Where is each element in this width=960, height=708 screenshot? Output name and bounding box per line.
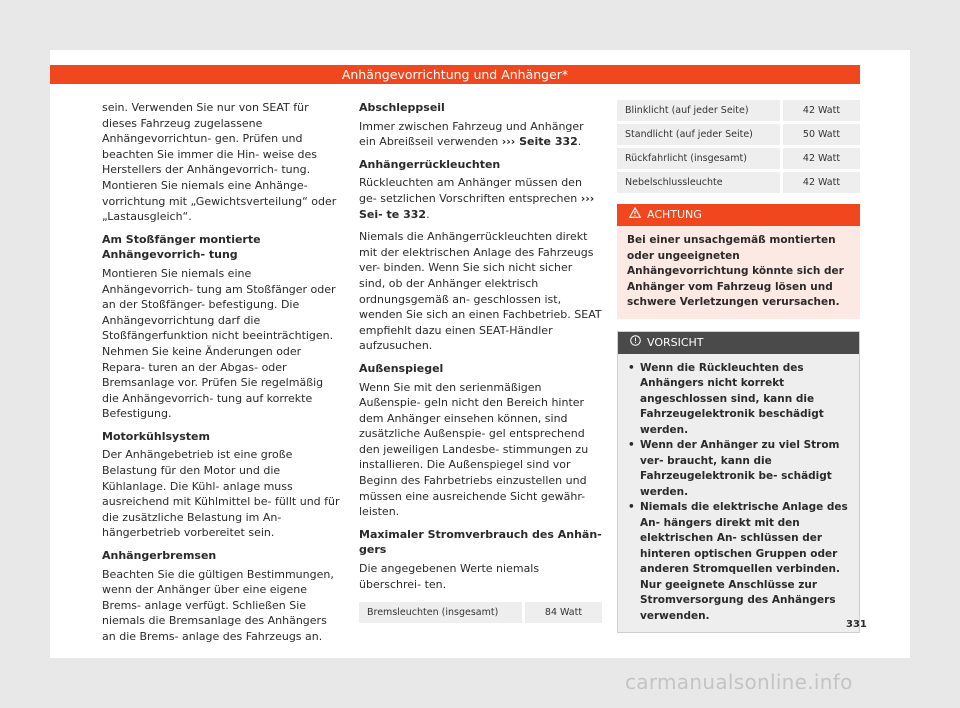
table-cell-value: 42 Watt [780,100,860,121]
column-middle [359,100,602,626]
caution-box [617,331,867,634]
page-header: Anhängevorrichtung und Anhänger* [50,65,860,84]
paragraph: Wenn Sie mit den serienmäßigen Außenspie- geln nicht den Bereich hinter dem Anhänger einsehen können, sind zusätzliche Außenspie- gel entsprechend den jeweiligen Landesbe- stimmungen zu installieren. Die Außenspiegel sind vor Beginn des Fahrbetriebs einzustellen und müssen eine ausreichende Sicht gewähr- leisten. [359,380,589,519]
info-circle-icon [630,332,641,354]
section-heading: Anhängerbremsen [102,549,217,563]
table-row [617,148,860,169]
section-heading: Abschleppseil [359,101,445,114]
paragraph-end: . [577,135,582,149]
paragraph: Niemals die Anhängerrückleuchten direkt mit der elektrischen Anlage des Fahrzeugs ver- binden. Wenn Sie sich nicht sicher sind, ob der Anhänger elektrisch ordnungsgemäß an- geschlossen ist, wenden Sie sich an einen Fachbetrieb. SEAT empfiehlt dazu einen SEAT-Händler aufzusuchen. [359,230,602,353]
caution-item: • Wenn die Rückleuchten des Anhängers nicht korrekt angeschlossen sind, kann die Fahrzeugelektronik beschädigt werden. [628,361,849,439]
page-reference-link[interactable]: ››› Seite 332 [501,135,578,149]
table-row [359,602,602,623]
table-cell-value: 42 Watt [780,172,860,193]
table-cell-label: Nebelschlussleuchte [617,172,780,193]
warning-box [617,204,860,319]
paragraph: Die angegebenen Werte niemals überschrei- ten. [359,562,540,591]
caution-item: • Niemals die elektrische Anlage des An- hängers direkt mit den elektrischen An- schlüssen der hinteren optischen Gruppen oder anderen Stromquellen verbinden. Nur geeignete Anschlüsse zur Stromversorgung des Anhängers verwenden. [628,500,849,624]
warning-triangle-icon [629,204,641,226]
paragraph: Der Anhängebetrieb ist eine große Belastung für den Motor und die Kühlanlage. Die Kühl- anlage muss ausreichend mit Kühlmittel be- füllt und für die zusätzliche Belastung im An- hängerbetrieb vorbereitet sein. [102,448,340,540]
caution-item: • Wenn der Anhänger zu viel Strom ver- braucht, kann die Fahrzeugelektronik be- schädigt werden. [628,438,849,500]
page-reference-link[interactable]: ››› Sei- te 332 [359,191,595,221]
section-heading: Maximaler Stromverbrauch des Anhän- gers [359,527,602,557]
paragraph-text: Immer zwischen Fahrzeug und Anhänger ein Abreißseil verwenden [359,119,584,149]
section-heading: Anhängerrückleuchten [359,157,501,171]
caution-header [618,332,859,354]
paragraph [359,119,602,150]
paragraph: Montieren Sie niemals eine Anhängevorrich- tung am Stoßfänger oder an der Stoßfänger- befestigung. Die Anhängevorrichtung darf die Stoßfängerfunktion nicht beeinträchtigen. Nehmen Sie keine Änderungen oder Repara- turen an der Abgas- oder Bremsanlage vor. Prüfen Sie regelmäßig die Anhängevorrich- tung auf korrekte Befestigung. [102,266,336,421]
paragraph [359,175,602,222]
table-cell-label: Rückfahrlicht (insgesamt) [617,148,780,169]
table-row [617,124,860,145]
power-table-part2 [617,97,860,196]
table-cell-label: Standlicht (auf jeder Seite) [617,124,780,145]
warning-header [617,204,860,226]
table-cell-value: 50 Watt [780,124,860,145]
column-left [102,100,340,652]
page-number: 331 [846,619,867,630]
warning-text: Bei einer unsachgemäß montierten oder ungeeigneten Anhängevorrichtung könnte sich der Anhänger vom Fahrzeug lösen und schwere Verletzungen verursachen. [627,234,844,308]
caution-title: VORSICHT [647,335,704,349]
caution-body [618,354,867,633]
section-heading: Motorkühlsystem [102,429,210,443]
paragraph: Beachten Sie die gültigen Bestimmungen, wenn der Anhänger über eine eigene Brems- anlage verfügt. Schließen Sie niemals die Bremsanlage des Anhängers an die Brems- anlage des Fahrzeugs an. [102,567,334,643]
table-cell-label: Blinklicht (auf jeder Seite) [617,100,780,121]
table-cell-value: 42 Watt [780,148,860,169]
paragraph-end: . [426,207,430,221]
paragraph-text: Rückleuchten am Anhänger müssen den ge- setzlichen Vorschriften entsprechen [359,176,582,205]
section-heading: Am Stoßfänger montierte Anhängevorrich- tung [102,232,261,262]
section-heading: Außenspiegel [359,361,444,375]
table-row [617,172,860,193]
column-right [617,97,867,633]
paragraph: sein. Verwenden Sie nur von SEAT für dieses Fahrzeug zugelassene Anhängevorrichtun- gen. Prüfen und beachten Sie immer die Hin- weise des Herstellers der Anhängevorrich- tung. Montieren Sie niemals eine Anhänge- vorrichtung mit „Gewichtsverteilung“ oder „Lastausgleich“. [102,101,337,224]
table-cell-label: Bremsleuchten (insgesamt) [359,602,522,623]
table-cell-value: 84 Watt [522,602,602,623]
table-row [617,100,860,121]
power-table-part1 [359,599,602,626]
warning-title: ACHTUNG [647,208,702,221]
watermark: carmanualsonline.info [625,670,853,694]
